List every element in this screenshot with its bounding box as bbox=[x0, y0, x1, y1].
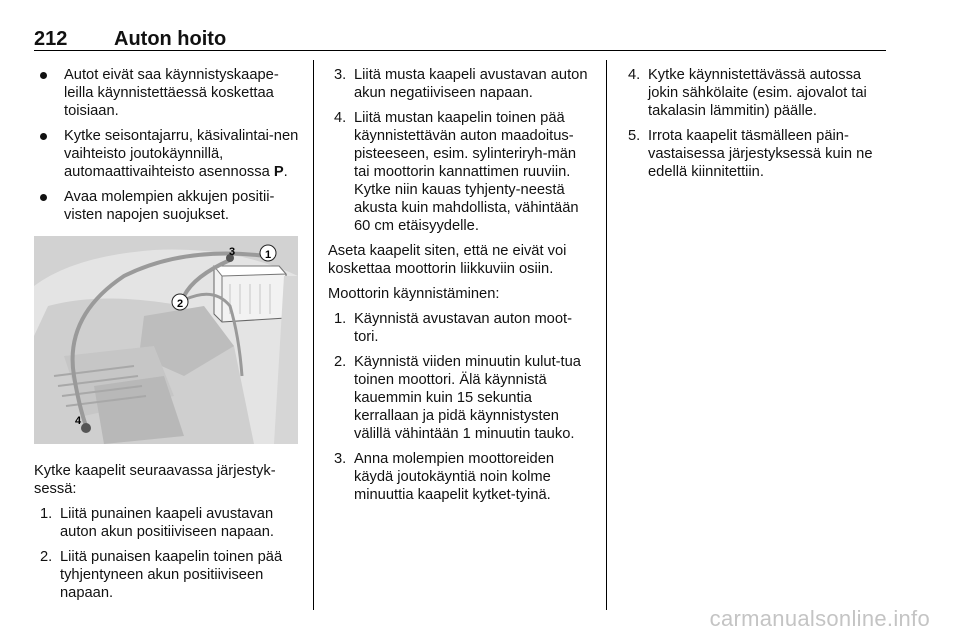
bullet-dot-icon bbox=[40, 133, 47, 140]
bullet-text: Avaa molempien akkujen positii-visten napojen suojukset. bbox=[64, 189, 275, 223]
list-text: Kytke käynnistettävässä autossa jokin sähkölaite (esim. ajovalot tai takalasin lämmitin) päälle. bbox=[648, 67, 867, 119]
connect-intro: Kytke kaapelit seuraavassa järjestyk-sessä: bbox=[34, 463, 276, 497]
bullet-item bbox=[34, 188, 300, 224]
list-item bbox=[622, 66, 888, 120]
watermark: carmanualsonline.info bbox=[709, 606, 930, 631]
list-number: 4. bbox=[628, 67, 641, 83]
list-text: Anna molempien moottoreiden käydä joutokäyntiä noin kolme minuuttia kaapelit kytket-tyinä. bbox=[354, 451, 555, 503]
list-number: 1. bbox=[40, 506, 53, 522]
column-divider-1 bbox=[313, 60, 314, 610]
column-3 bbox=[622, 66, 888, 188]
column-2 bbox=[328, 66, 592, 511]
gear-position-p: P bbox=[273, 164, 284, 180]
bullet-text-punct: . bbox=[283, 164, 288, 180]
list-number: 2. bbox=[334, 354, 347, 370]
list-number: 5. bbox=[628, 128, 641, 144]
list-item bbox=[34, 505, 300, 541]
page-header bbox=[34, 28, 886, 50]
figure-label-2: 2 bbox=[176, 298, 184, 310]
figure-label-3: 3 bbox=[228, 246, 236, 258]
list-item bbox=[622, 127, 888, 181]
bullet-dot-icon bbox=[40, 72, 47, 79]
list-text: Käynnistä viiden minuutin kulut-tua toinen moottori. Älä käynnistä kauemmin kuin 15 sekuntia kerrallaan ja pidä käynnistysten välillä vähintään 1 minuutin tauko. bbox=[354, 354, 581, 442]
column-divider-2 bbox=[606, 60, 607, 610]
engine-start-heading: Moottorin käynnistäminen: bbox=[328, 286, 500, 302]
page-title: Auton hoito bbox=[114, 28, 227, 50]
list-item bbox=[34, 548, 300, 602]
list-number: 1. bbox=[334, 311, 347, 327]
column-1 bbox=[34, 66, 300, 609]
list-item bbox=[328, 450, 592, 504]
list-item bbox=[328, 109, 592, 235]
list-text: Liitä punainen kaapeli avustavan auton akun positiiviseen napaan. bbox=[60, 506, 274, 540]
figure-label-1: 1 bbox=[264, 249, 272, 261]
list-number: 3. bbox=[334, 451, 347, 467]
list-item bbox=[328, 310, 592, 346]
list-item bbox=[328, 353, 592, 443]
bullet-text: Kytke seisontajarru, käsivalintai-nen vaihteisto joutokäynnillä, automaattivaihteisto asennossa bbox=[64, 128, 299, 180]
battery-shape bbox=[214, 266, 286, 322]
figure-label-4: 4 bbox=[74, 415, 82, 427]
bullet-item bbox=[34, 66, 300, 120]
cable-placement-note: Aseta kaapelit siten, että ne eivät voi koskettaa moottorin liikkuviin osiin. bbox=[328, 243, 567, 277]
engine-bay-illustration bbox=[34, 236, 298, 444]
page-number: 212 bbox=[34, 28, 68, 50]
bullet-text: Autot eivät saa käynnistyskaape-leilla käynnistettäessä koskettaa toisiaan. bbox=[64, 67, 279, 119]
list-text: Liitä mustan kaapelin toinen pää käynnistettävän auton maadoitus-pisteeseen, esim. sylinteriryh-män tai moottorin kannattimen ruuviin. Kytke niin kauas tyhjenty-neestä akusta kuin mahdollista, vähintään 60 cm etäisyydelle. bbox=[354, 110, 579, 234]
list-number: 3. bbox=[334, 67, 347, 83]
list-number: 4. bbox=[334, 110, 347, 126]
list-number: 2. bbox=[40, 549, 53, 565]
list-text: Liitä musta kaapeli avustavan auton akun negatiiviseen napaan. bbox=[354, 67, 588, 101]
list-text: Käynnistä avustavan auton moot-tori. bbox=[354, 311, 572, 345]
bullet-item bbox=[34, 127, 300, 181]
list-item bbox=[328, 66, 592, 102]
list-text: Liitä punaisen kaapelin toinen pää tyhjentyneen akun positiiviseen napaan. bbox=[60, 549, 283, 601]
list-text: Irrota kaapelit täsmälleen päin-vastaisessa järjestyksessä kuin ne edellä kiinnitettiin. bbox=[648, 128, 873, 180]
header-rule bbox=[34, 50, 886, 51]
bullet-dot-icon bbox=[40, 194, 47, 201]
